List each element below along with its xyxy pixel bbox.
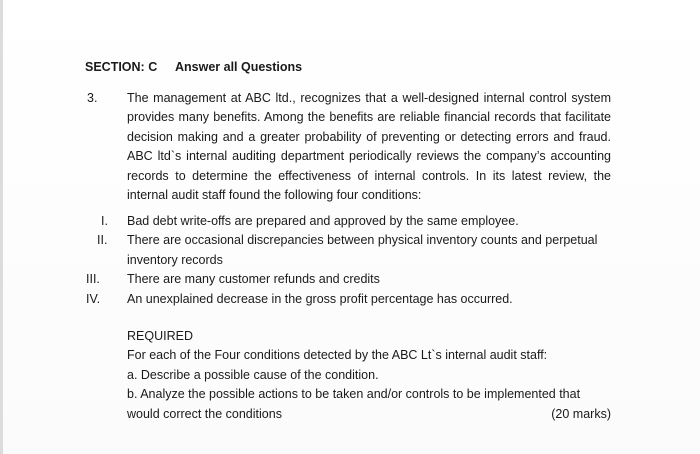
condition-numeral: II. (97, 233, 108, 248)
required-part-a: a. Describe a possible cause of the condition. (127, 367, 379, 382)
question-number: 3. (87, 91, 98, 105)
required-section (127, 327, 611, 424)
condition-numeral: III. (86, 272, 100, 287)
required-intro: For each of the Four conditions detected by the ABC Lt`s internal audit staff: (127, 348, 548, 363)
required-heading: REQUIRED (127, 329, 193, 343)
condition-item (80, 231, 611, 270)
marks-label: (20 marks) (551, 406, 611, 421)
condition-item (80, 212, 611, 231)
condition-item (80, 270, 611, 289)
section-instruction: Answer all Questions (175, 60, 303, 74)
condition-text: There are occasional discrepancies between physical inventory counts and perpetual inventory records (127, 233, 598, 267)
section-heading (85, 58, 302, 77)
required-part-b-end-row (127, 405, 611, 424)
condition-item (80, 290, 611, 309)
section-label: SECTION: C (85, 60, 158, 74)
condition-numeral: IV. (86, 291, 101, 306)
page-edge (0, 0, 3, 454)
condition-text: Bad debt write-offs are prepared and approved by the same employee. (127, 214, 519, 228)
condition-text: An unexplained decrease in the gross profit percentage has occurred. (127, 291, 513, 306)
required-part-b-end: would correct the conditions (127, 406, 282, 421)
conditions-list (80, 212, 611, 309)
required-part-b: b. Analyze the possible actions to be taken and/or controls to be implemented that (127, 387, 581, 402)
condition-numeral: I. (101, 214, 108, 228)
question-paragraph: The management at ABC ltd., recognizes that a well-designed internal control system provides many benefits. Among the benefits are reliable financial records that facilitate decision making and a greater probability of preventing or detecting errors and fraud. ABC ltd`s internal auditing department periodically reviews the company’s accounting records to determine the effectiveness of internal controls. In its latest review, the internal audit staff found the following four conditions: (127, 91, 611, 203)
condition-text: There are many customer refunds and credits (127, 272, 380, 287)
